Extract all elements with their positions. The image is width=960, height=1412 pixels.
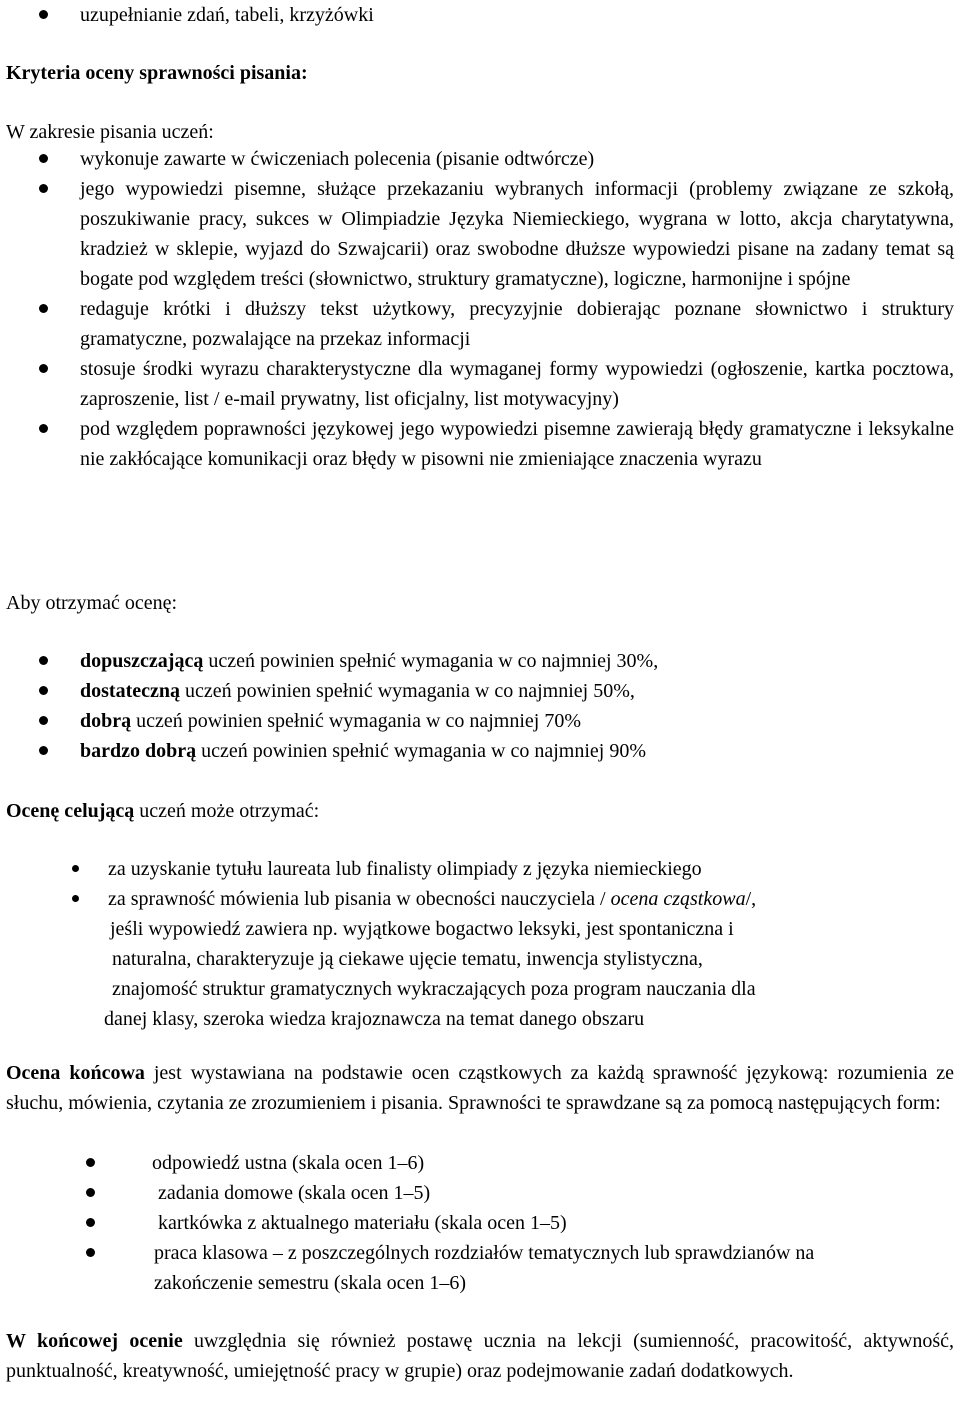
forms-list xyxy=(6,1148,954,1298)
list-item: redaguje krótki i dłuższy tekst użytkowy, precyzyjnie dobierając poznane słownictwo i struktury gramatyczne, pozwalające na przekaz informacji xyxy=(6,294,954,354)
grades-list xyxy=(6,646,954,766)
list-item: praca klasowa – z poszczególnych rozdziałów tematycznych lub sprawdzianów na zakończenie semestru (skala ocen 1–6) xyxy=(6,1238,954,1298)
list-item: odpowiedź ustna (skala ocen 1–6) xyxy=(6,1148,954,1178)
celujaca-intro: Ocenę celującą uczeń może otrzymać: xyxy=(6,800,320,822)
celujaca-line: naturalna, charakteryzuje ją ciekawe ujęcie tematu, inwencja stylistyczna, xyxy=(112,948,703,970)
list-item: za uzyskanie tytułu laureata lub finalisty olimpiady z języka niemieckiego xyxy=(6,854,954,884)
bullet-icon xyxy=(86,1218,95,1227)
grade-intro: Aby otrzymać ocenę: xyxy=(6,592,178,614)
bullet-icon xyxy=(39,10,48,19)
bullet-icon xyxy=(39,716,48,725)
bullet-icon xyxy=(86,1248,95,1257)
list-item: dopuszczającą uczeń powinien spełnić wymagania w co najmniej 30%, xyxy=(6,646,954,676)
list-item: pod względem poprawności językowej jego wypowiedzi pisemne zawierają błędy gramatyczne i leksykalne nie zakłócające komunikacji oraz błędy w pisowni nie zmieniające znaczenia wyrazu xyxy=(6,414,954,474)
final-grade-paragraph: Ocena końcowa jest wystawiana na podstawie ocen cząstkowych za każdą sprawność językową: rozumienia ze słuchu, mówienia, czytania ze zrozumieniem i pisania. Sprawności te sprawdzane są za pomocą następujących form: xyxy=(6,1062,955,1114)
top-list xyxy=(6,0,954,30)
list-item: bardzo dobrą uczeń powinien spełnić wymagania w co najmniej 90% xyxy=(6,736,954,766)
list-item: jego wypowiedzi pisemne, służące przekazaniu wybranych informacji (problemy związane ze szkołą, poszukiwanie pracy, sukces w Olimpiadzie Języka Niemieckiego, wygrana w lotto, akcja charytatywna, kradzież w sklepie, wyjazd do Szwajcarii) oraz swobodne dłuższe wypowiedzi pisane na zadany temat są bogate pod względem treści (słownictwo, struktury gramatyczne), logiczne, harmonijne i spójne xyxy=(6,174,954,294)
celujaca-line: znajomość struktur gramatycznych wykraczających poza program nauczania dla xyxy=(112,978,756,1000)
bullet-icon xyxy=(86,1188,95,1197)
bullet-icon xyxy=(39,304,48,313)
bullet-icon xyxy=(39,154,48,163)
closing-paragraph: W końcowej ocenie uwzględnia się również postawę ucznia na lekcji (sumienność, pracowitość, aktywność, punktualność, kreatywność, umiejętność pracy w grupie) oraz podejmowanie zadań dodatkowych. xyxy=(6,1330,954,1382)
bullet-icon xyxy=(39,746,48,755)
writing-criteria-list xyxy=(6,144,954,474)
bullet-icon xyxy=(39,686,48,695)
bullet-icon xyxy=(39,424,48,433)
list-item: wykonuje zawarte w ćwiczeniach polecenia (pisanie odtwórcze) xyxy=(6,144,954,174)
celujaca-line: danej klasy, szeroka wiedza krajoznawcza na temat danego obszaru xyxy=(104,1008,645,1030)
list-item: uzupełnianie zdań, tabeli, krzyżówki xyxy=(6,0,954,30)
list-item: kartkówka z aktualnego materiału (skala ocen 1–5) xyxy=(6,1208,954,1238)
bullet-icon xyxy=(39,184,48,193)
celujaca-line: jeśli wypowiedź zawiera np. wyjątkowe bogactwo leksyki, jest spontaniczna i xyxy=(110,918,734,940)
list-item: dobrą uczeń powinien spełnić wymagania w co najmniej 70% xyxy=(6,706,954,736)
bullet-icon xyxy=(72,865,79,872)
list-item: za sprawność mówienia lub pisania w obecności nauczyciela / ocena cząstkowa/, jeśli wypowiedź zawiera np. wyjątkowe bogactwo leksyki, jest spontaniczna i naturalna, charakteryzuje ją ciekawe ujęcie tematu, inwencja stylistyczna, znajomość struktur gramatycznych wykraczających poza program nauczania dla danej klasy, szeroka wiedza krajoznawcza na temat danego obszaru xyxy=(6,884,954,1034)
bullet-icon xyxy=(72,895,79,902)
list-item: stosuje środki wyrazu charakterystyczne dla wymaganej formy wypowiedzi (ogłoszenie, kartka pocztowa, zaproszenie, list / e-mail prywatny, list oficjalny, list motywacyjny) xyxy=(6,354,954,414)
bullet-icon xyxy=(86,1158,95,1167)
section-intro: W zakresie pisania uczeń: xyxy=(6,121,214,143)
section-heading: Kryteria oceny sprawności pisania: xyxy=(6,62,308,84)
celujaca-list xyxy=(6,854,954,1034)
bullet-icon xyxy=(39,656,48,665)
list-item: dostateczną uczeń powinien spełnić wymagania w co najmniej 50%, xyxy=(6,676,954,706)
list-item: zadania domowe (skala ocen 1–5) xyxy=(6,1178,954,1208)
bullet-icon xyxy=(39,364,48,373)
